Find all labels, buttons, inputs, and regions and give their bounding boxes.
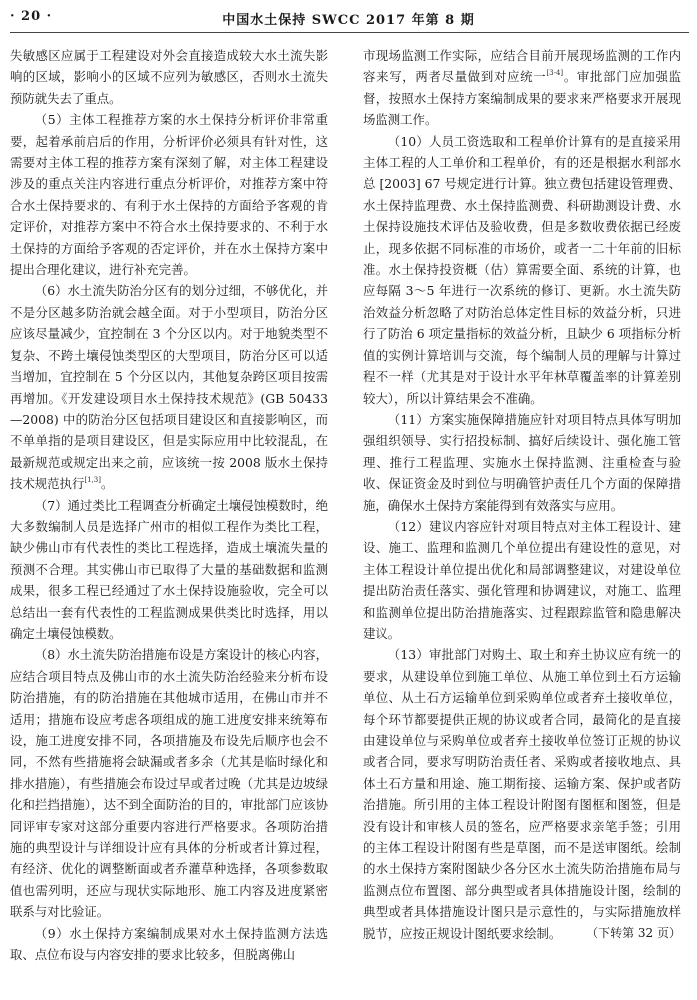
paragraph-text: （12）建议内容应针对项目特点对主体工程设计、建设、施工、监理和监测几个单位提出有建设性的意见，对主体工程设计单位提出优化和局部调整建议，对建设单位提出防治责任落实、强化管理和协调建议，对施工、监理和监测单位提出防治措施落实、过程跟踪监管和隐患解决建议。: [363, 518, 681, 641]
paragraph: [363, 409, 681, 516]
paragraph-text-tail: 。: [100, 476, 114, 492]
paragraph-text: （9）水土保持方案编制成果对水土保持监测方法选取、点位布设与内容安排的要求比较多，但脱离佛山: [10, 925, 328, 963]
right-column: [363, 45, 681, 944]
paragraph-text: （11）方案实施保障措施应针对项目特点具体写明加强组织领导、实行招投标制、搞好后续设计、强化施工管理、推行工程监理、实施水土保持监测、注重检查与验收、保证资金及时到位与明确管护责任几个方面的保障措施，确保水土保持方案能得到有效落实与应用。: [363, 411, 681, 513]
paragraph: [10, 644, 328, 922]
page-header: [0, 0, 697, 34]
paragraph: [363, 644, 681, 944]
left-column: [10, 45, 328, 965]
paragraph: [363, 516, 681, 644]
paragraph-text: 失敏感区应属于工程建设对外会直接造成较大水土流失影响的区域，影响小的区域不应列为敏感区，否则水土流失预防就失去了重点。: [10, 48, 328, 106]
paragraph: [10, 495, 328, 645]
paragraph-text: （6）水土流失防治分区有的划分过细，不够优化，并不是分区越多防治就会越全面。对于小型项目，防治分区应该尽量减少，宜控制在 3 个分区以内。对于地貌类型不复杂、不跨土壤侵蚀类型区的大型项目，防治分区可以适当增加，宜控制在 5 个分区以内，其他复杂跨区项目按需再增加。《开发建设项目水土保持技术规范》(GB 50433—2008) 中的防治分区包括项目建设区和直接影响区，而不单单指的是项目建设区，但是实际应用中比较混乱，在最新规范或规定出来之前，应该统一按 2008 版水土保持技术规范执行: [10, 283, 328, 492]
paragraph: [10, 280, 328, 494]
header-rule: [10, 32, 689, 33]
citation-ref: [3-4]: [546, 69, 564, 78]
paragraph-text: 市现场监测工作实际，应结合目前开展现场监测的工作内容来写，两者尽量做到对应统一: [363, 48, 681, 85]
citation-ref: [1,3]: [84, 476, 101, 485]
journal-title: 中国水土保持 SWCC 2017 年第 8 期: [222, 13, 475, 28]
paragraph-text: （7）通过类比工程调查分析确定土壤侵蚀模数时，绝大多数编制人员是选择广州市的相似工程作为类比工程，缺少佛山市有代表性的类比工程选择，造成土壤流失量的预测不合理。其实佛山市已取得了大量的基础数据和监测成果，很多工程已经通过了水土保持设施验收，完全可以总结出一套有代表性的工程监测成果供类比时选择，用以确定土壤侵蚀模数。: [10, 497, 328, 641]
paragraph: [10, 109, 328, 280]
continued-note: （下转第 32 页）: [586, 925, 681, 940]
paragraph: [10, 45, 328, 109]
paragraph-text: （8）水土流失防治措施布设是方案设计的核心内容，应结合项目特点及佛山市的水土流失防治经验来分析布设防治措施，有的防治措施在其他城市适用，在佛山市并不适用；措施布设应考虑各项组成的施工进度安排来统筹布设，施工进度安排不同，各项措施及布设先后顺序也会不同，不然有些措施将会缺漏或者多余（尤其是临时绿化和排水措施），有些措施会布设过早或者过晚（尤其是边坡绿化和拦挡措施），达不到全面防治的目的，审批部门应该协同评审专家对这部分重要内容进行严格要求。各项防治措施的典型设计与详细设计应有具体的分析或者计算过程，有经济、优化的调整断面或者乔灌草种选择，各项参数取值也需列明，还应与现状实际地形、施工内容及进度紧密联系与对比验证。: [10, 647, 328, 920]
paragraph-text: （5）主体工程推荐方案的水土保持分析评价非常重要，起着承前启后的作用，分析评价必须具有针对性，这需要对主体工程的推荐方案有深刻了解，对主体工程建设涉及的重点关注内容进行重点分析评价，对推荐方案中符合水土保持要求的、有利于水土保持的方面给予客观的肯定评价，对推荐方案中不符合水土保持要求的、不利于水土保持的方面给予客观的否定评价，并在水土保持方案中提出合理化建议，进行补充完善。: [10, 112, 328, 278]
paragraph-text: （10）人员工资选取和工程单价计算有的是直接采用主体工程的人工单价和工程单价，有的还是根据水利部水总 [2003] 67 号规定进行计算。独立费包括建设管理费、水土保持监理费、水土保持监测费、科研勘测设计费、水土保持设施技术评估及验收费，但是多数收费依据已经废止，现多依据不同标准的市场价，或者一二十年前的旧标准。水土保持投资概（估）算需要全面、系统的计算，也应每隔 3～5 年进行一次系统的修订、更新。水土流失防治效益分析忽略了对防治总体定性目标的效益分析，只进行了防治 6 项定量指标的效益分析，且缺少 6 项指标分析值的实例计算培训与交流，每个编制人员的理解与计算过程不一样（尤其是对于设计水平年林草覆盖率的计算差别较大），所以计算结果会不准确。: [363, 133, 681, 406]
paragraph: [363, 131, 681, 409]
paragraph: [10, 923, 328, 966]
paragraph: [363, 45, 681, 131]
paragraph-text-tail: 。审批部门应加强监督，按照水土保持方案编制成果的要求来严格要求开展现场监测工作。: [363, 69, 682, 128]
paragraph-text: （13）审批部门对购土、取土和弃土协议应有统一的要求，从建设单位到施工单位、从施工单位到土石方运输单位、从土石方运输单位到采购单位或者弃土接收单位，每个环节都要提供正规的协议或者合同，最简化的是直接由建设单位与采购单位或者弃土接收单位签订正规的协议或者合同，要求写明防治责任者、采购或者接收地点、具体土石方量和用途、施工期衔接、运输方案、保护或者防治措施。所引用的主体工程设计附图有图框和图签，但是没有设计和审核人员的签名，应严格要求亲笔手签；引用的主体工程设计附图有些是草图，而不是送审图纸。绘制的水土保持方案附图缺少各分区水土流失防治措施布局与监测点位布置图、部分典型或者具体措施设计图，绘制的典型或者具体措施设计图只是示意性的，与实际措施放样脱节，应按正规设计图纸要求绘制。: [363, 647, 681, 941]
page-number: · 20 ·: [10, 9, 53, 24]
